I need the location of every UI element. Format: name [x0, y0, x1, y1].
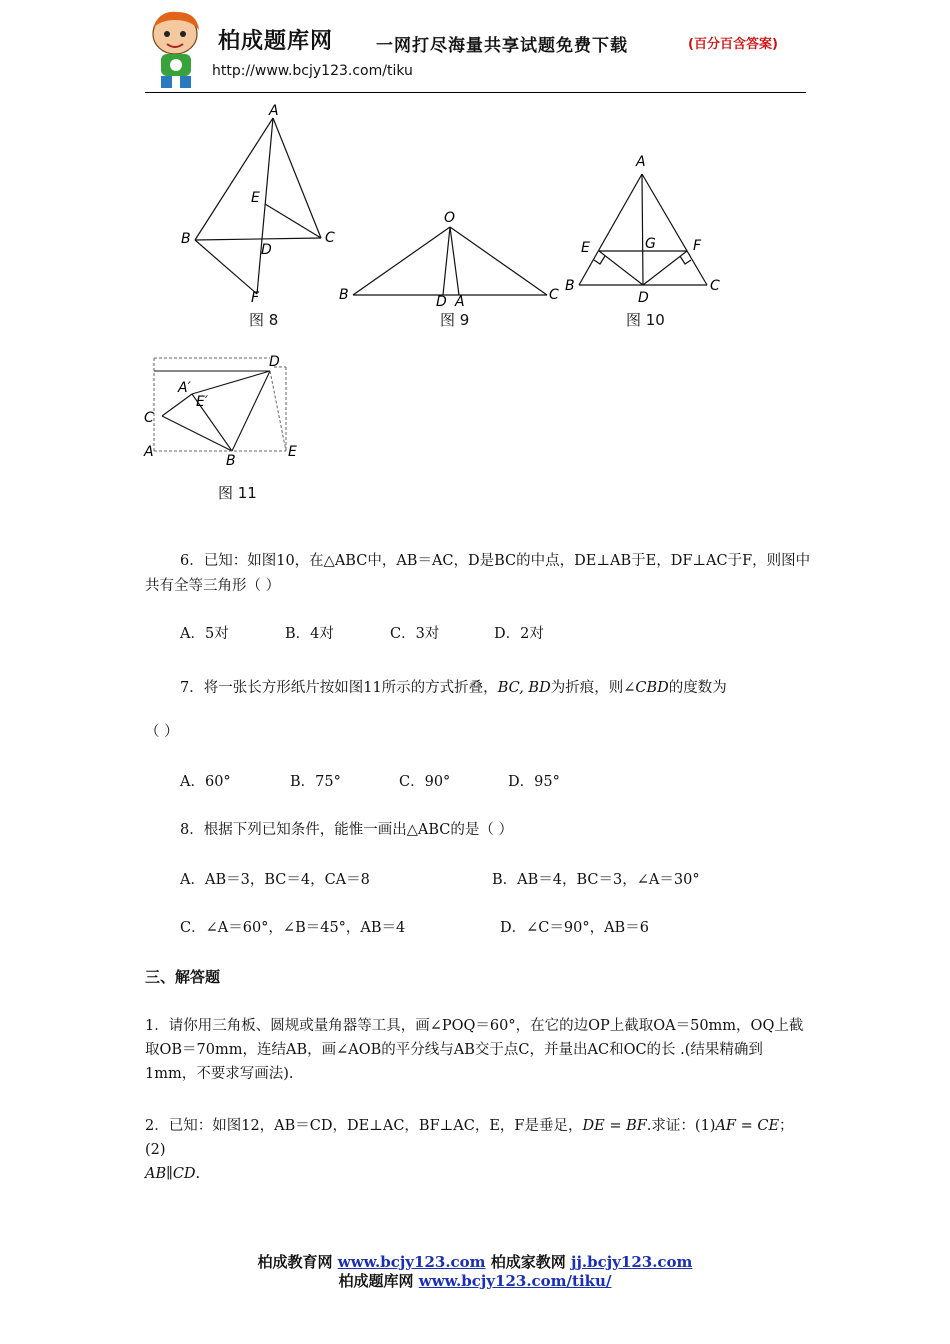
fig11-label-C: C	[144, 410, 154, 426]
fig10-label-B: B	[565, 278, 575, 294]
fig9-label-D: D	[436, 294, 447, 309]
figure-10	[565, 148, 730, 308]
footer-link-2[interactable]: jj.bcjy123.com	[571, 1253, 693, 1271]
fig8-label-B: B	[181, 231, 191, 247]
a2-prefix: 2．已知：如图12，AB＝CD，DE⊥AC，BF⊥AC，E，F是垂足，	[145, 1118, 583, 1134]
footer-label-1: 柏成教育网	[257, 1253, 333, 1271]
fig10-label-D: D	[638, 290, 649, 306]
q7-math-angle: ∠CBD	[623, 680, 669, 696]
fig11-label-A: A	[144, 444, 154, 460]
figure-9-caption: 图 9	[440, 311, 470, 329]
q8-option-a: A．AB＝3，BC＝4，CA＝8	[180, 872, 370, 888]
fig9-label-C: C	[549, 287, 559, 303]
a2-math-af-ce: AF = CE	[715, 1118, 780, 1134]
fig8-label-C: C	[325, 230, 335, 246]
a2-math-ab-cd: AB∥CD	[145, 1166, 196, 1182]
q6-option-d: D．2对	[494, 626, 544, 642]
footer-line2	[0, 1270, 950, 1291]
mascot-logo	[145, 8, 207, 90]
answer-badge: (百分百含答案)	[688, 37, 778, 52]
section-heading: 三、解答题	[145, 968, 221, 986]
q8-stem: 8．根据下列已知条件，能惟一画出△ABC的是（ ）	[180, 822, 513, 838]
footer-link-3[interactable]: www.bcjy123.com/tiku/	[418, 1272, 612, 1290]
q7-paren: （ ）	[145, 724, 179, 740]
figure-11	[140, 350, 305, 470]
q6-line2: 共有全等三角形（ ）	[145, 578, 281, 594]
footer-link-1[interactable]: www.bcjy123.com	[337, 1253, 486, 1271]
a2-mid: .求证：(1)	[646, 1118, 716, 1134]
a2-math-de-bf: DE = BF	[582, 1118, 647, 1134]
site-title: 柏成题库网	[218, 29, 334, 54]
q7-stem	[180, 676, 727, 700]
figure-11-caption: 图 11	[218, 484, 257, 502]
header-divider	[145, 92, 806, 93]
fig10-label-C: C	[710, 278, 720, 294]
fig8-label-A: A	[269, 103, 279, 119]
figure-9	[335, 205, 565, 309]
fig10-label-F: F	[693, 238, 702, 254]
q6-option-a: A．5对	[180, 626, 229, 642]
fig11-label-A-prime: A′	[178, 380, 191, 396]
fig8-label-E: E	[251, 190, 260, 206]
site-url[interactable]: http://www.bcjy123.com/tiku	[212, 63, 413, 79]
fig8-label-D: D	[261, 242, 272, 258]
q7-suffix: 的度数为	[668, 680, 727, 696]
footer-label-2: 柏成家教网	[490, 1253, 566, 1271]
a2-mid2: ；(2)	[145, 1118, 794, 1158]
q7-mid: 为折痕，则	[550, 680, 624, 696]
q7-option-c: C．90°	[399, 774, 451, 790]
q7-prefix: 7．将一张长方形纸片按如图11所示的方式折叠，	[180, 680, 498, 696]
fig10-label-A: A	[636, 154, 646, 170]
q8-option-d: D．∠C＝90°，AB＝6	[500, 920, 649, 936]
answer-1: 1．请你用三角板、圆规或量角器等工具，画∠POQ＝60°，在它的边OP上截取OA＝50mm，OQ上截取OB＝70mm，连结AB，画∠AOB的平分线与AB交于点C，并量出AC和OC的长 .(结果精确到1mm，不要求写画法).	[145, 1018, 804, 1082]
fig8-label-F: F	[251, 290, 260, 306]
q6-option-c: C．3对	[390, 626, 440, 642]
a2-end: .	[195, 1166, 201, 1182]
fig9-label-O: O	[444, 210, 456, 226]
site-slogan: 一网打尽海量共享试题免费下载	[376, 36, 628, 56]
fig11-label-E-prime: E′	[196, 394, 209, 410]
q7-option-d: D．95°	[508, 774, 560, 790]
q7-math-folds: BC, BD	[497, 680, 551, 696]
fig9-label-A: A	[455, 294, 465, 309]
fig9-label-B: B	[339, 287, 349, 303]
fig10-label-G: G	[645, 236, 656, 252]
footer-label-3: 柏成题库网	[338, 1272, 414, 1290]
footer-line1	[0, 1251, 950, 1272]
fig10-label-E: E	[581, 240, 590, 256]
fig11-label-D: D	[269, 354, 280, 370]
q7-option-a: A．60°	[180, 774, 231, 790]
fig11-label-B: B	[226, 453, 236, 469]
q6-line1: 6．已知：如图10，在△ABC中，AB＝AC，D是BC的中点，DE⊥AB于E，DF⊥AC于F，则图中	[180, 553, 811, 569]
figure-8-caption: 图 8	[249, 311, 279, 329]
q6-option-b: B．4对	[285, 626, 334, 642]
q8-option-b: B．AB＝4，BC＝3，∠A＝30°	[492, 872, 700, 888]
answer-2	[145, 1114, 807, 1186]
fig11-label-E: E	[288, 444, 297, 460]
figure-10-caption: 图 10	[626, 311, 665, 329]
q8-option-c: C．∠A＝60°，∠B＝45°，AB＝4	[180, 920, 406, 936]
figure-8	[175, 100, 345, 332]
q7-option-b: B．75°	[290, 774, 341, 790]
